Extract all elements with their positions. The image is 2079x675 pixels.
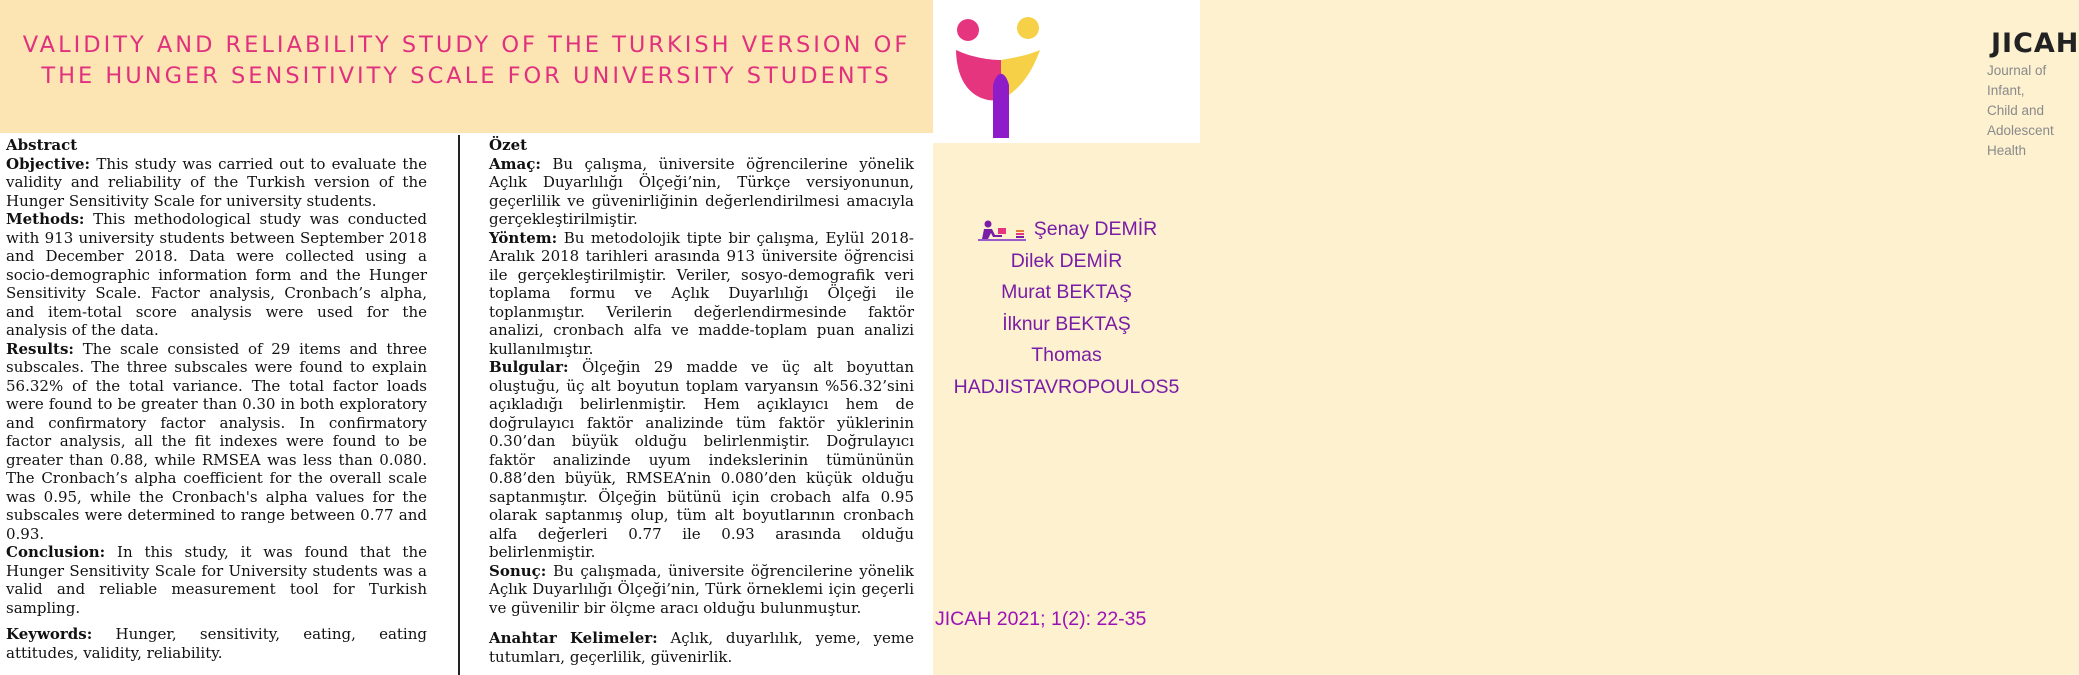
logo-subtitle bbox=[1987, 61, 2054, 161]
abstract-heading: Abstract bbox=[6, 136, 78, 154]
conclusion-paragraph: Conclusion: In this study, it was found that the Hunger Sensitivity Scale for University students was a valid and reliable measurement tool for Turkish sampling. bbox=[6, 543, 427, 617]
column-divider bbox=[458, 135, 460, 675]
logo-subtitle-line: Child and bbox=[1987, 103, 2045, 118]
author-name: Dilek DEMİR bbox=[1010, 249, 1123, 272]
english-abstract bbox=[6, 136, 427, 662]
logo-wordmark: JICAH bbox=[1991, 28, 2079, 59]
logo-subtitle-line: Journal of Infant, bbox=[1987, 63, 2047, 98]
author-name: Murat BEKTAŞ bbox=[1001, 281, 1132, 303]
turkish-abstract bbox=[489, 136, 914, 666]
keywords-paragraph: Keywords: Hunger, sensitivity, eating, eating attitudes, validity, reliability. bbox=[6, 625, 427, 662]
author-list bbox=[933, 214, 1200, 403]
person-at-desk-icon bbox=[976, 219, 1032, 241]
ozet-heading: Özet bbox=[489, 136, 528, 154]
author-name: İlknur BEKTAŞ bbox=[1002, 312, 1131, 335]
article-title: VALIDITY AND RELIABILITY STUDY OF THE TURKISH VERSION OF THE HUNGER SENSITIVITY SCALE FOR UNIVERSITY STUDENTS bbox=[22, 32, 911, 89]
jicah-y-logo-icon bbox=[933, 0, 1053, 143]
objective-paragraph: Objective: This study was carried out to evaluate the validity and reliability of the Turkish version of the Hunger Sensitivity Scale for university students. bbox=[6, 154, 427, 210]
journal-logo bbox=[933, 0, 2079, 158]
bulgular-paragraph: Bulgular: Ölçeğin 29 madde ve üç alt boyuttan oluştuğu, üç alt boyutun toplam varyansın %56.32’sini açıkladığı belirlenmiştir. Hem açıklayıcı hem de doğrulayıcı faktör analizinde tüm faktör yüklerinin 0.30’dan büyük olduğu belirlenmiştir. Doğrulayıcı faktör analizinde uyum indekslerinin tümününün 0.88’den büyük, RMSEA’nin 0.080’den küçük olduğu saptanmıştır. Ölçeğin bütünü için crobach alfa 0.95 olarak saptanmış olup, tüm alt boyutlarının cronbach alfa değerleri 0.77 ile 0.93 arasında olduğu belirlenmiştir. bbox=[489, 358, 914, 561]
journal-citation: JICAH 2021; 1(2): 22-35 bbox=[935, 608, 1147, 630]
amac-paragraph: Amaç: Bu çalışma, üniversite öğrencilerine yönelik Açlık Duyarlılığı Ölçeği’nin, Türkçe versiyonunun, geçerlilik ve güvenirliğinin değerlendirilmesi amacıyla gerçekleştirilmiştir. bbox=[489, 154, 914, 228]
results-paragraph: Results: The scale consisted of 29 items and three subscales. The three subscales were found to explain 56.32% of the total variance. The total factor loads were found to be greater than 0.30 in both exploratory and confirmatory factor analysis. In confirmatory factor analysis, all the fit indexes were found to be greater than 0.88, while RMSEA was less than 0.080. The Cronbach’s alpha coefficient for the overall scale was 0.95, while the Cronbach's alpha values for the subscales were determined to range between 0.77 and 0.93. bbox=[6, 339, 427, 543]
author-name: Şenay DEMİR bbox=[933, 214, 1200, 246]
sonuc-paragraph: Sonuç: Bu çalışmada, üniversite öğrencilerine yönelik Açlık Duyarlılığı Ölçeği’nin, Türk örneklemi için geçerli ve güvenilir bir ölçme aracı olduğu bulunmuştur. bbox=[489, 561, 914, 617]
author-name: Thomas bbox=[1031, 344, 1102, 366]
methods-paragraph: Methods: This methodological study was conducted with 913 university students between September 2018 and December 2018. Data were collected using a socio-demographic information form and the Hunger Sensitivity Scale. Factor analysis, Cronbach’s alpha, and item-total score analysis were used for the analysis of the data. bbox=[6, 210, 427, 339]
anahtar-kelimeler-paragraph: Anahtar Kelimeler: Açlık, duyarlılık, yeme, yeme tutumları, geçerlilik, güvenirlik. bbox=[489, 629, 915, 666]
logo-subtitle-line: Adolescent Health bbox=[1987, 123, 2054, 158]
author-name: HADJISTAVROPOULOS5 bbox=[953, 375, 1180, 398]
yontem-paragraph: Yöntem: Bu metodolojik tipte bir çalışma, Eylül 2018-Aralık 2018 tarihleri arasında 913 üniversite öğrencisi ile gerçekleştirilmiştir. Veriler, sosyo-demografik veri toplama formu ve Açlık Duyarlılığı Ölçeği ile toplanmıştır. Verilerin değerlendirmesinde faktör analizi, cronbach alfa ve madde-toplam puan analizi kullanılmıştır. bbox=[489, 228, 914, 358]
